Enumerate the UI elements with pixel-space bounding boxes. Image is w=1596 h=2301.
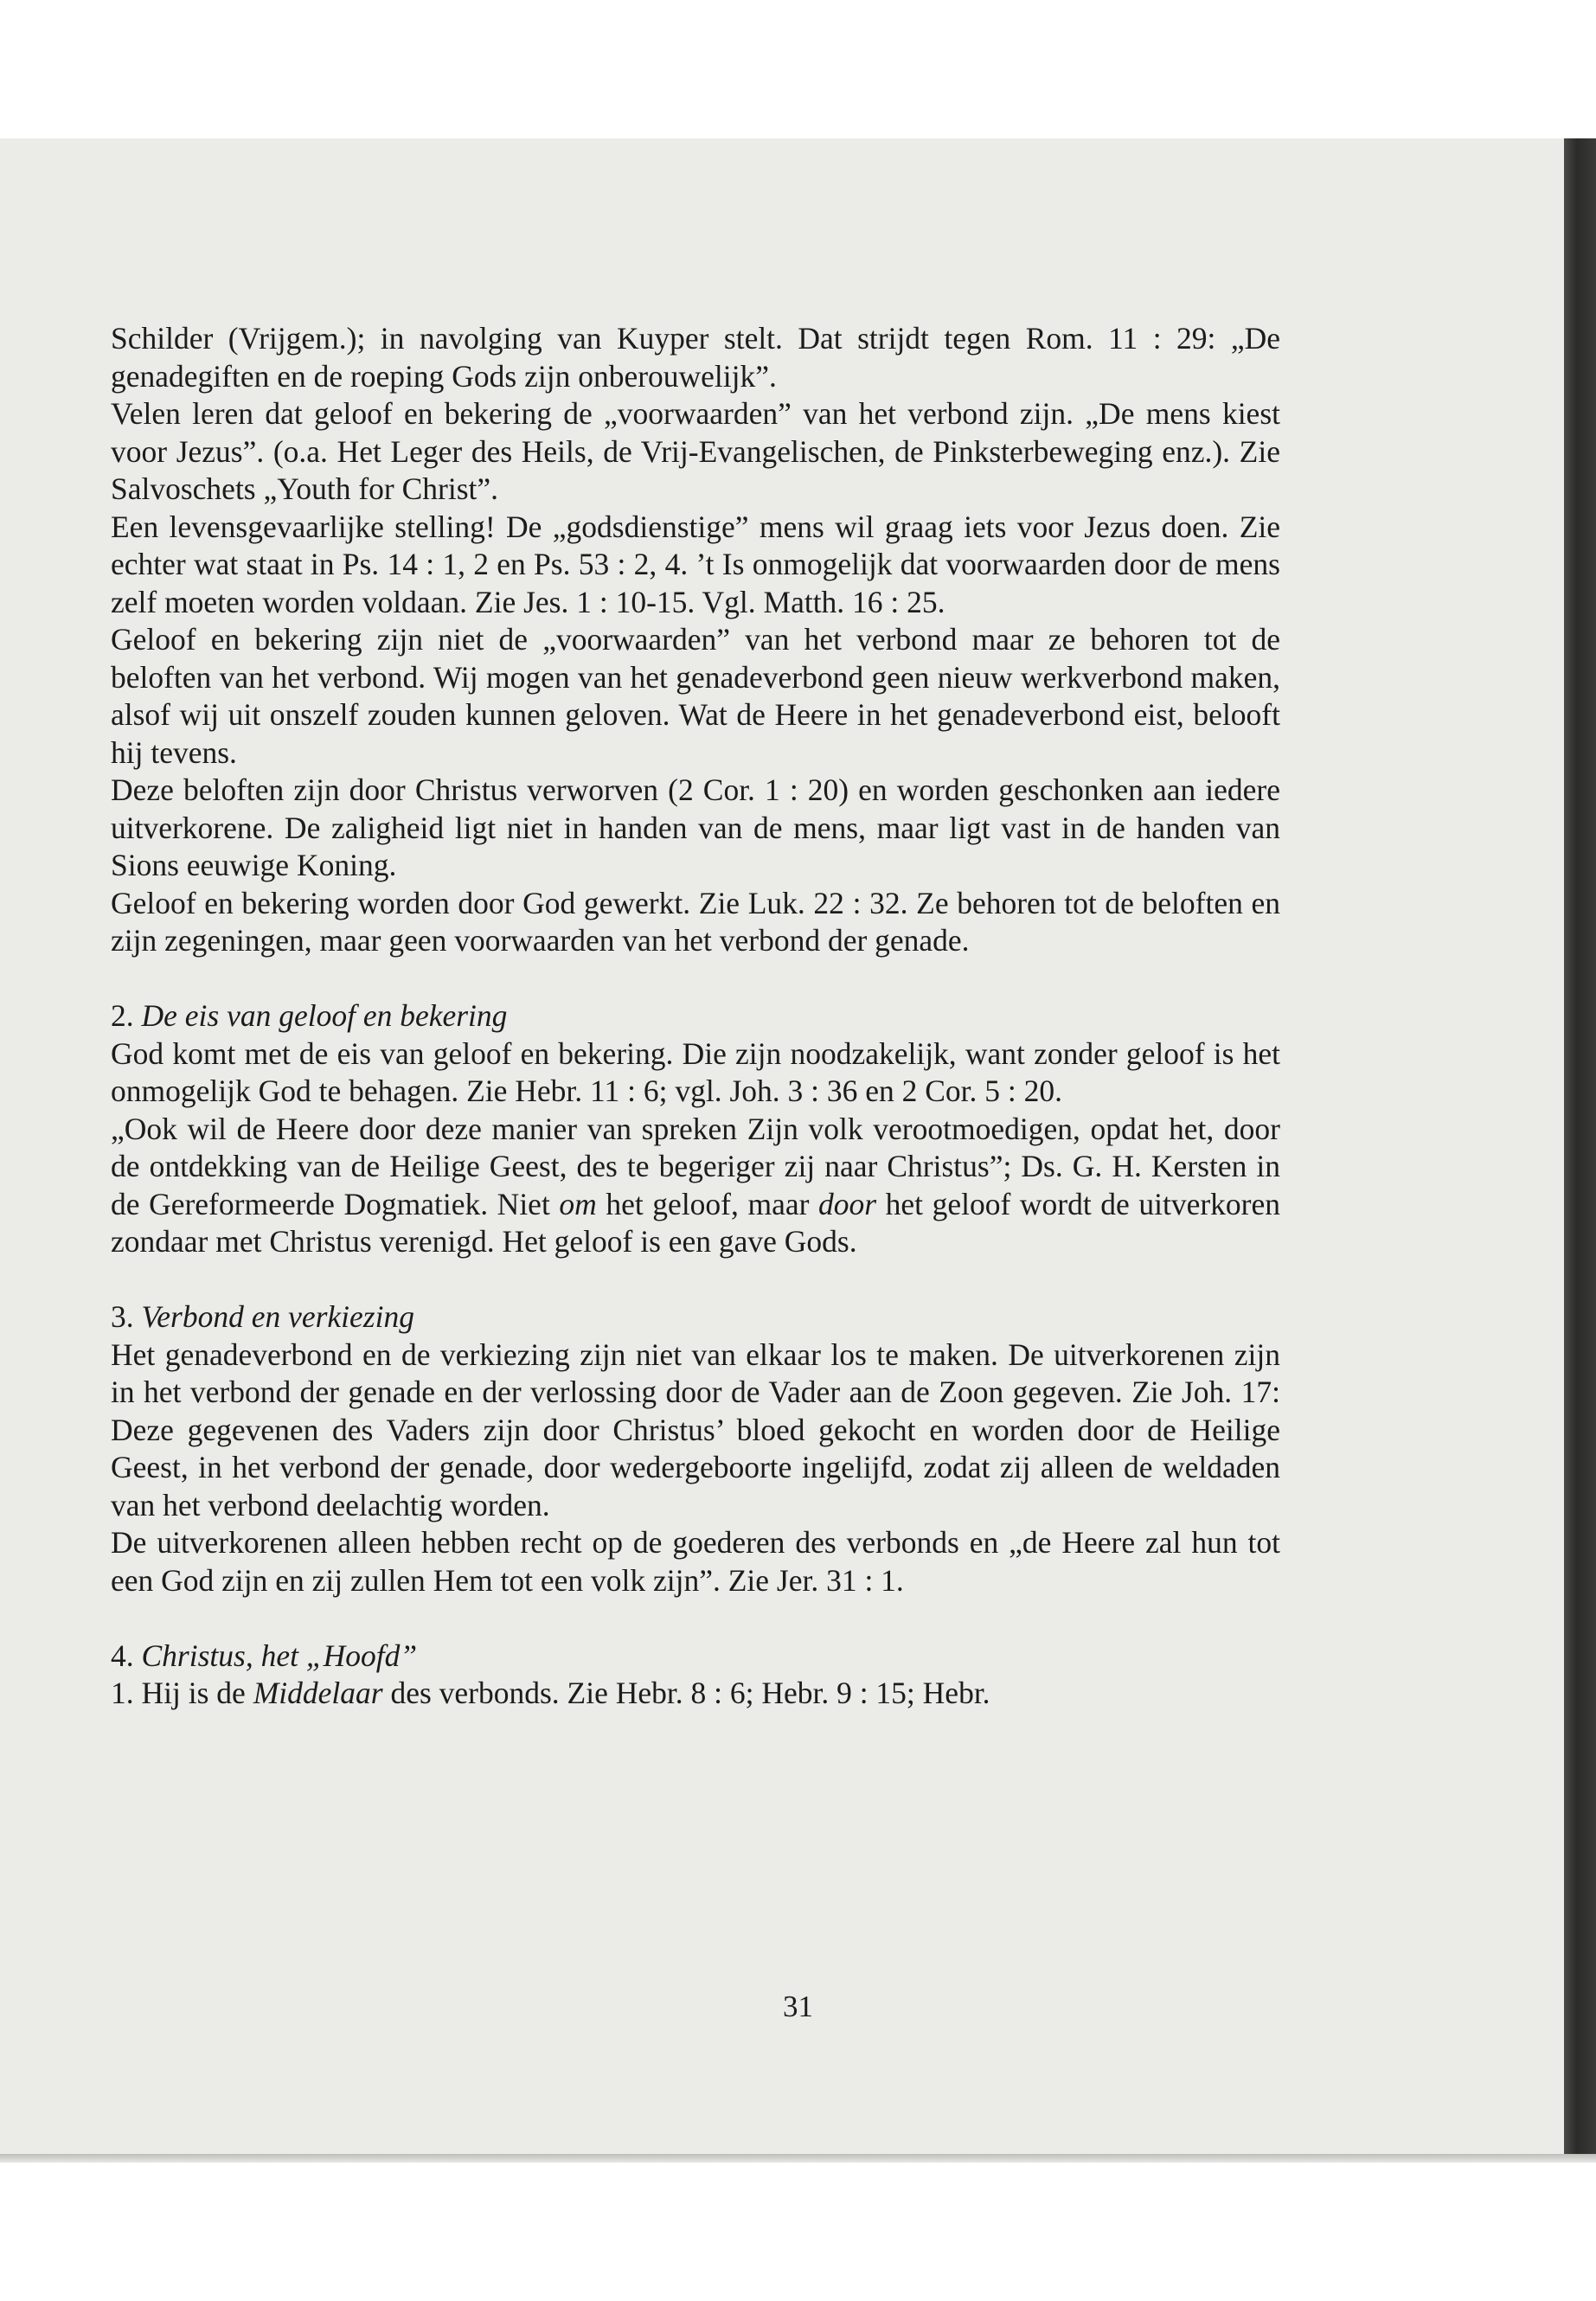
section-3-number: 3. bbox=[111, 1299, 134, 1334]
section-3-paragraph-2: De uitverkorenen alleen hebben recht op de goederen des verbonds en „de Heere zal hun tot een God zijn en zij zullen Hem tot een volk zijn”. Zie Jer. 31 : 1. bbox=[111, 1525, 1280, 1598]
section-2-number: 2. bbox=[111, 998, 134, 1033]
section-2-p2-italic-door: door bbox=[818, 1186, 877, 1221]
page-binding-edge bbox=[1564, 138, 1596, 2163]
intro-paragraph-4: Geloof en bekering zijn niet de „voorwaarden” van het verbond maar ze behoren tot de beloften van het verbond. Wij mogen van het genadeverbond geen nieuw werkverbond maken, alsof wij uit onszelf zouden kunnen geloven. Wat de Heere in het genadeverbond eist, belooft hij tevens. bbox=[111, 622, 1280, 770]
section-4-title: Christus, het „Hoofd” bbox=[141, 1638, 418, 1673]
section-2-p2-text-b: het geloof, maar bbox=[596, 1186, 818, 1221]
section-4-item-1-prefix: 1. Hij is de bbox=[111, 1676, 253, 1710]
section-4-heading bbox=[111, 1638, 1280, 1676]
section-2-paragraph-2 bbox=[111, 1111, 1280, 1261]
section-2-p2-italic-om: om bbox=[559, 1186, 597, 1221]
section-4-number: 4. bbox=[111, 1638, 134, 1673]
intro-paragraph-5: Deze beloften zijn door Christus verworven (2 Cor. 1 : 20) en worden geschonken aan iedere uitverkorene. De zaligheid ligt niet in handen van de mens, maar ligt vast in de handen van Sions eeuwige Koning. bbox=[111, 772, 1280, 882]
intro-paragraph-2: Velen leren dat geloof en bekering de „voorwaarden” van het verbond zijn. „De mens kiest voor Jezus”. (o.a. Het Leger des Heils, de Vrij-Evangelischen, de Pinksterbeweging enz.). Zie Salvoschets „Youth for Christ”. bbox=[111, 396, 1280, 506]
section-2-p2-text-c: het geloof wordt de uitverkoren zondaar met Christus verenigd. Het geloof is een gave Gods. bbox=[111, 1186, 1281, 1259]
section-2-p2-text-a: „Ook wil de Heere door deze manier van spreken Zijn volk verootmoedigen, opdat het, door de ontdekking van de Heilige Geest, des te begeriger zij naar Christus”; Ds. G. H. Kersten in de Gereformeerde Dogmatiek. Niet bbox=[111, 1111, 1280, 1221]
section-2-paragraph-1: God komt met de eis van geloof en bekering. Die zijn noodzakelijk, want zonder geloof is het onmogelijk God te behagen. Zie Hebr. 11 : 6; vgl. Joh. 3 : 36 en 2 Cor. 5 : 20. bbox=[111, 1035, 1280, 1108]
intro-paragraph-6: Geloof en bekering worden door God gewerkt. Zie Luk. 22 : 32. Ze behoren tot de beloften en zijn zegeningen, maar geen voorwaarden van het verbond der genade. bbox=[111, 885, 1280, 958]
section-3-heading bbox=[111, 1298, 1280, 1336]
page-bottom-shadow bbox=[0, 2154, 1596, 2163]
page-body bbox=[111, 320, 1280, 1713]
section-4-item-1-suffix: des verbonds. Zie Hebr. 8 : 6; Hebr. 9 : 15; Hebr. bbox=[382, 1676, 990, 1710]
section-3-title: Verbond en verkiezing bbox=[141, 1299, 414, 1334]
section-4-item-1 bbox=[111, 1675, 1280, 1713]
section-4-item-1-italic: Middelaar bbox=[253, 1676, 383, 1710]
section-2-title: De eis van geloof en bekering bbox=[141, 998, 508, 1033]
section-3-paragraph-1: Het genadeverbond en de verkiezing zijn niet van elkaar los te maken. De uitverkorenen zijn in het verbond der genade en der verlossing door de Vader aan de Zoon gegeven. Zie Joh. 17: Deze gegevenen des Vaders zijn door Christus’ bloed gekocht en worden door de Heilige Geest, in het verbond der genade, door wedergeboorte ingelijfd, zodat zij alleen de weldaden van het verbond deelachtig worden. bbox=[111, 1336, 1280, 1522]
page-number: 31 bbox=[783, 1990, 813, 2023]
intro-paragraph-1: Schilder (Vrijgem.); in navolging van Kuyper stelt. Dat strijdt tegen Rom. 11 : 29: „De genadegiften en de roeping Gods zijn onberouwelijk”. bbox=[111, 321, 1280, 394]
intro-paragraph-3: Een levensgevaarlijke stelling! De „godsdienstige” mens wil graag iets voor Jezus doen. Zie echter wat staat in Ps. 14 : 1, 2 en Ps. 53 : 2, 4. ’t Is onmogelijk dat voorwaarden door de mens zelf moeten worden voldaan. Zie Jes. 1 : 10-15. Vgl. Matth. 16 : 25. bbox=[111, 509, 1280, 619]
section-2-heading bbox=[111, 997, 1280, 1035]
